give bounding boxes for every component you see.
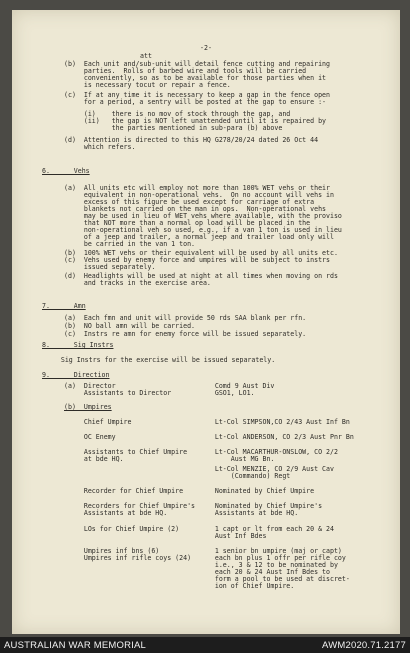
text-line: Recorder for Chief Umpire Nominated by Chief Umpire bbox=[64, 487, 315, 495]
text-line: may be used in lieu of WET vehs where available, with the proviso bbox=[64, 212, 342, 220]
text-line: at bde HQ. Aust MG Bn. bbox=[64, 455, 275, 463]
text-line: non-operational veh so used, e.g., if a van 1 ton is used in lieu bbox=[64, 226, 342, 234]
text-line: which refers. bbox=[64, 143, 136, 151]
text-line: (c) Instrs re amn for enemy force will be issued separately. bbox=[64, 330, 307, 338]
footer-accession-number: AWM2020.71.2177 bbox=[322, 640, 406, 651]
text-line: parties. Rolls of barbed wire and tools will be carried bbox=[64, 67, 307, 75]
document-page bbox=[12, 10, 400, 634]
text-line: (b) 100% WET vehs or their equivalent will be used by all units etc. bbox=[64, 249, 338, 257]
text-line: (b) Each unit and/sub-unit will detail fence cutting and repairing bbox=[64, 60, 330, 68]
text-line: equivalent in non-operational vehs. On no account will vehs in bbox=[64, 191, 334, 199]
text-line: and tracks in the exercise area. bbox=[64, 279, 211, 287]
text-line: (d) Attention is directed to this HQ G278/20/24 dated 26 Oct 44 bbox=[64, 136, 319, 144]
text-line: Assistants to Chief Umpire Lt-Col MACARTHUR-ONSLOW, CO 2/2 bbox=[64, 448, 338, 456]
section-heading-sig-instrs: 8. Sig Instrs bbox=[42, 341, 114, 349]
text-line: (c) If at any time it is necessary to keep a gap in the fence open bbox=[64, 91, 330, 99]
text-line: (b) NO ball amn will be carried. bbox=[64, 322, 196, 330]
text-line: (i) there is no mov of stock through the gap, and bbox=[64, 110, 291, 118]
page-number: -2- bbox=[200, 44, 212, 52]
text-line: issued separately. bbox=[64, 263, 156, 271]
text-line: att bbox=[140, 52, 152, 60]
footer-source-label: AUSTRALIAN WAR MEMORIAL bbox=[4, 640, 147, 651]
text-line: of a jeep and trailer, a normal jeep and trailer load only will bbox=[64, 233, 334, 241]
text-line: Sig Instrs for the exercise will be issued separately. bbox=[41, 356, 276, 364]
text-line: form a pool to be used at discret- bbox=[64, 575, 350, 583]
section-heading-vehs: 6. Vehs bbox=[42, 167, 90, 175]
text-line: Recorders for Chief Umpire's Nominated by Chief Umpire's bbox=[64, 502, 323, 510]
text-line: Assistants to Director GSO1, LO1. bbox=[64, 389, 255, 397]
text-line: (c) Vehs used by enemy force and umpires will be subject to instrs bbox=[64, 256, 330, 264]
footer-bar bbox=[0, 637, 410, 653]
text-line: be carried in the van 1 ton. bbox=[64, 240, 196, 248]
text-line: OC Enemy Lt-Col ANDERSON, CO 2/3 Aust Pnr Bn bbox=[64, 433, 354, 441]
section-heading-amn: 7. Amn bbox=[42, 302, 86, 310]
subheading-umpires: (b) Umpires bbox=[64, 403, 112, 411]
text-line: (a) Each fmn and unit will provide 50 rds SAA blank per rfn. bbox=[64, 314, 307, 322]
text-line: (a) All units etc will employ not more than 100% WET vehs or their bbox=[64, 184, 330, 192]
section-heading-direction: 9. Direction bbox=[42, 371, 110, 379]
text-line: Assistants at bde HQ. Assistants at bde HQ. bbox=[64, 509, 299, 517]
text-line: conveniently, so as to be available for those parties when it bbox=[64, 74, 327, 82]
text-line: (Commando) Regt bbox=[64, 472, 291, 480]
text-line: i.e., 3 & 12 to be nominated by bbox=[64, 561, 338, 569]
text-line: that NOT more than a normal op load will be placed in the bbox=[64, 219, 311, 227]
text-line: Umpires inf rifle coys (24) each bn plus 1 offr per rifle coy bbox=[64, 554, 346, 562]
text-line: ion of Chief Umpire. bbox=[64, 582, 295, 590]
text-line: LOs for Chief Umpire (2) 1 capt or lt from each 20 & 24 bbox=[64, 525, 334, 533]
text-line: excess of this figure be used except for carriage of extra bbox=[64, 198, 315, 206]
text-line: (ii) the gap is NOT left unattended until it is repaired by bbox=[64, 117, 327, 125]
text-line: each 20 & 24 Aust Inf Bdes to bbox=[64, 568, 330, 576]
text-line: is necessary tocut or repair a fence. bbox=[64, 81, 231, 89]
text-line: the parties mentioned in sub-para (b) above bbox=[64, 124, 283, 132]
text-line: (a) Director Comd 9 Aust Div bbox=[64, 382, 275, 390]
text-line: (d) Headlights will be used at night at all times when moving on rds bbox=[64, 272, 338, 280]
text-line: Chief Umpire Lt-Col SIMPSON,CO 2/43 Aust Inf Bn bbox=[64, 418, 350, 426]
text-line: Lt-Col MENZIE, CO 2/9 Aust Cav bbox=[64, 465, 334, 473]
text-line: blankets not carried on the man in ops. Non-operational vehs bbox=[64, 205, 327, 213]
text-line: for a period, a sentry will be posted at the gap to ensure :- bbox=[64, 98, 327, 106]
text-line: Umpires inf bns (6) 1 senior bn umpire (maj or capt) bbox=[64, 547, 342, 555]
text-line: Aust Inf Bdes bbox=[64, 532, 267, 540]
